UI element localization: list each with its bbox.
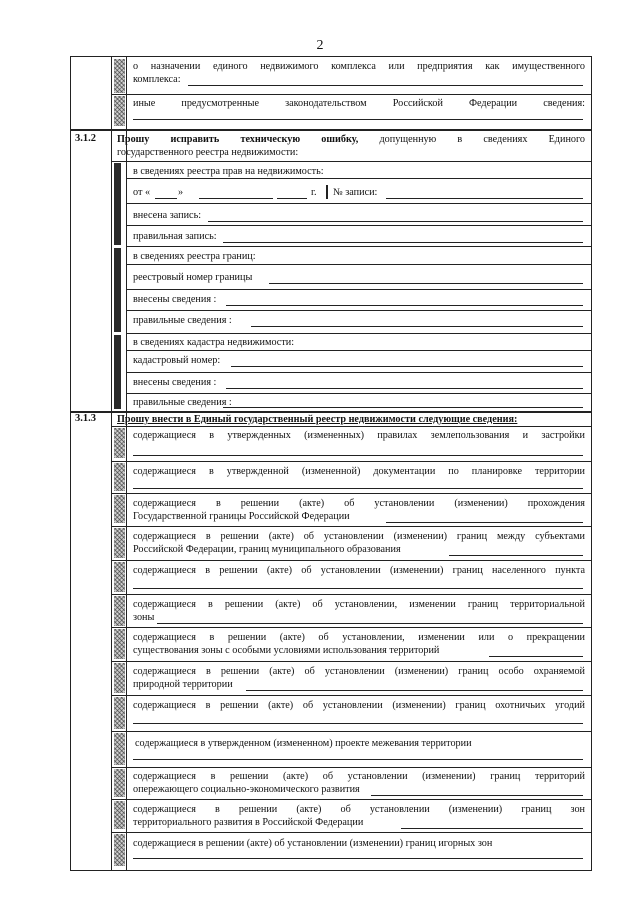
from-label: от « xyxy=(133,187,151,198)
correct-field[interactable] xyxy=(223,242,583,243)
checkbox-dark[interactable] xyxy=(114,335,121,409)
entered-label: внесены сведения : xyxy=(133,377,217,388)
checkbox[interactable] xyxy=(114,463,125,491)
year-field[interactable] xyxy=(277,198,307,199)
row-divider xyxy=(112,767,591,768)
list-item-cont: Государственной границы Российской Федерации xyxy=(133,511,350,522)
list-item: содержащиеся в решении (акте) об установлении (изменении) границ игорных зон xyxy=(133,838,493,849)
row-divider xyxy=(127,350,591,351)
heading-bold: Прошу исправить техническую ошибку, xyxy=(117,134,359,145)
checkbox[interactable] xyxy=(114,96,125,126)
other-field[interactable] xyxy=(133,119,583,120)
item-field[interactable] xyxy=(133,723,583,724)
list-item: содержащиеся в утвержденной (измененной) документации по планировке территории xyxy=(133,466,585,477)
item-field[interactable] xyxy=(489,656,583,657)
checkbox[interactable] xyxy=(114,428,125,458)
checkbox[interactable] xyxy=(114,697,125,729)
row-divider xyxy=(112,560,591,561)
row-divider xyxy=(127,372,591,373)
checkbox[interactable] xyxy=(114,733,125,765)
checkbox[interactable] xyxy=(114,528,125,558)
list-item: содержащиеся в решении (акте) об установлении (изменении) границ охотничьих угодий xyxy=(133,700,585,711)
item-field[interactable] xyxy=(133,455,583,456)
item-field[interactable] xyxy=(133,488,583,489)
checkbox-dark[interactable] xyxy=(114,163,121,245)
checkbox[interactable] xyxy=(114,562,125,592)
row-divider xyxy=(112,461,591,462)
row-divider xyxy=(127,225,591,226)
row-divider xyxy=(127,310,591,311)
list-item: содержащиеся в решении (акте) об установлении (изменении) прохождения xyxy=(133,498,585,509)
list-item-cont: природной территории xyxy=(133,679,233,690)
section-divider xyxy=(71,129,591,131)
item-field[interactable] xyxy=(386,522,583,523)
entered-label: внесены сведения : xyxy=(133,294,217,305)
cadastre-title: в сведениях кадастра недвижимости: xyxy=(133,337,295,348)
list-item: содержащиеся в решении (акте) об установлении (изменении) границ между субъектами xyxy=(133,531,585,542)
item-field[interactable] xyxy=(133,858,583,859)
item-field[interactable] xyxy=(449,555,583,556)
list-item: содержащиеся в решении (акте) об установлении, изменении границ территориальной xyxy=(133,599,585,610)
purpose-text: о назначении единого недвижимого комплекса или предприятия как имущественного xyxy=(133,61,585,72)
row-divider xyxy=(112,799,591,800)
separator-mark xyxy=(326,185,328,199)
checkbox[interactable] xyxy=(114,834,125,866)
record-no-field[interactable] xyxy=(386,198,583,199)
section-heading xyxy=(117,133,585,146)
correct-field[interactable] xyxy=(223,407,583,408)
row-divider xyxy=(112,493,591,494)
list-item: содержащиеся в решении (акте) об установлении (изменении) границ зон xyxy=(133,804,585,815)
column-divider xyxy=(111,57,112,870)
borders-title: в сведениях реестра границ: xyxy=(133,251,256,262)
reg-number-field[interactable] xyxy=(269,283,583,284)
row-divider xyxy=(127,203,591,204)
cad-number-field[interactable] xyxy=(231,366,583,367)
row-divider xyxy=(112,594,591,595)
item-field[interactable] xyxy=(246,690,583,691)
row-divider xyxy=(127,178,591,179)
entered-field[interactable] xyxy=(226,305,583,306)
list-item: содержащиеся в решении (акте) об установлении, изменении или о прекращении xyxy=(133,632,585,643)
reg-number-label: реестровый номер границы xyxy=(133,272,253,283)
page-number: 2 xyxy=(316,38,324,53)
entered-label: внесена запись: xyxy=(133,210,202,221)
list-item: содержащиеся в утвержденных (измененных) правилах землепользования и застройки xyxy=(133,430,585,441)
row-divider xyxy=(127,264,591,265)
correct-label: правильные сведения : xyxy=(133,315,232,326)
list-item-cont: опережающего социально-экономического развития xyxy=(133,784,360,795)
checkbox[interactable] xyxy=(114,629,125,659)
checkbox[interactable] xyxy=(114,59,125,93)
section-number: 3.1.3 xyxy=(75,413,96,424)
checkbox[interactable] xyxy=(114,663,125,693)
list-item-cont: территориального развития в Российской Федерации xyxy=(133,817,364,828)
row-divider xyxy=(127,333,591,334)
entered-field[interactable] xyxy=(226,388,583,389)
year-suffix: г. xyxy=(311,187,317,198)
row-divider xyxy=(112,426,591,427)
list-item-cont: существования зоны с особыми условиями использования территорий xyxy=(133,645,440,656)
section-number: 3.1.2 xyxy=(75,133,96,144)
item-field[interactable] xyxy=(401,828,583,829)
row-divider xyxy=(112,627,591,628)
section-heading: Прошу внести в Единый государственный реестр недвижимости следующие сведения: xyxy=(117,414,518,425)
item-field[interactable] xyxy=(371,795,583,796)
row-divider xyxy=(112,661,591,662)
list-item: содержащиеся в решении (акте) об установлении (изменении) границ населенного пункта xyxy=(133,565,585,576)
checkbox[interactable] xyxy=(114,769,125,797)
row-divider xyxy=(127,246,591,247)
checkbox[interactable] xyxy=(114,495,125,523)
row-divider xyxy=(112,526,591,527)
row-divider xyxy=(112,695,591,696)
form-table xyxy=(70,56,592,871)
entered-field[interactable] xyxy=(208,221,583,222)
purpose-text-cont: комплекса: xyxy=(133,74,181,85)
correct-field[interactable] xyxy=(251,326,583,327)
row-divider xyxy=(112,94,591,95)
month-field[interactable] xyxy=(199,198,273,199)
cad-number-label: кадастровый номер: xyxy=(133,355,221,366)
checkbox[interactable] xyxy=(114,801,125,829)
item-field[interactable] xyxy=(157,623,583,624)
heading-rest: допущенную в сведениях Единого xyxy=(379,134,586,145)
row-divider xyxy=(112,832,591,833)
row-divider xyxy=(112,161,591,162)
list-item-cont: зоны xyxy=(133,612,155,623)
other-text: иные предусмотренные законодательством Российской Федерации сведения: xyxy=(133,98,585,109)
rights-title: в сведениях реестра прав на недвижимость: xyxy=(133,166,324,177)
purpose-field[interactable] xyxy=(188,85,583,86)
row-divider xyxy=(127,289,591,290)
row-divider xyxy=(127,393,591,394)
checkbox-dark[interactable] xyxy=(114,248,121,332)
item-field[interactable] xyxy=(133,759,583,760)
quote-close: » xyxy=(178,187,184,198)
row-divider xyxy=(112,731,591,732)
correct-label: правильная запись: xyxy=(133,231,217,242)
item-field[interactable] xyxy=(133,588,583,589)
correct-label: правильные сведения : xyxy=(133,397,232,408)
section-heading-cont: государственного реестра недвижимости: xyxy=(117,147,299,158)
record-no-label: № записи: xyxy=(333,187,378,198)
list-item-cont: Российской Федерации, границ муниципального образования xyxy=(133,544,401,555)
day-field[interactable] xyxy=(155,198,177,199)
list-item: содержащиеся в решении (акте) об установлении (изменении) границ территорий xyxy=(133,771,585,782)
list-item: содержащиеся в утвержденном (измененном) проекте межевания территории xyxy=(135,738,472,749)
checkbox[interactable] xyxy=(114,596,125,626)
list-item: содержащиеся в решении (акте) об установлении (изменении) границ особо охраняемой xyxy=(133,666,585,677)
